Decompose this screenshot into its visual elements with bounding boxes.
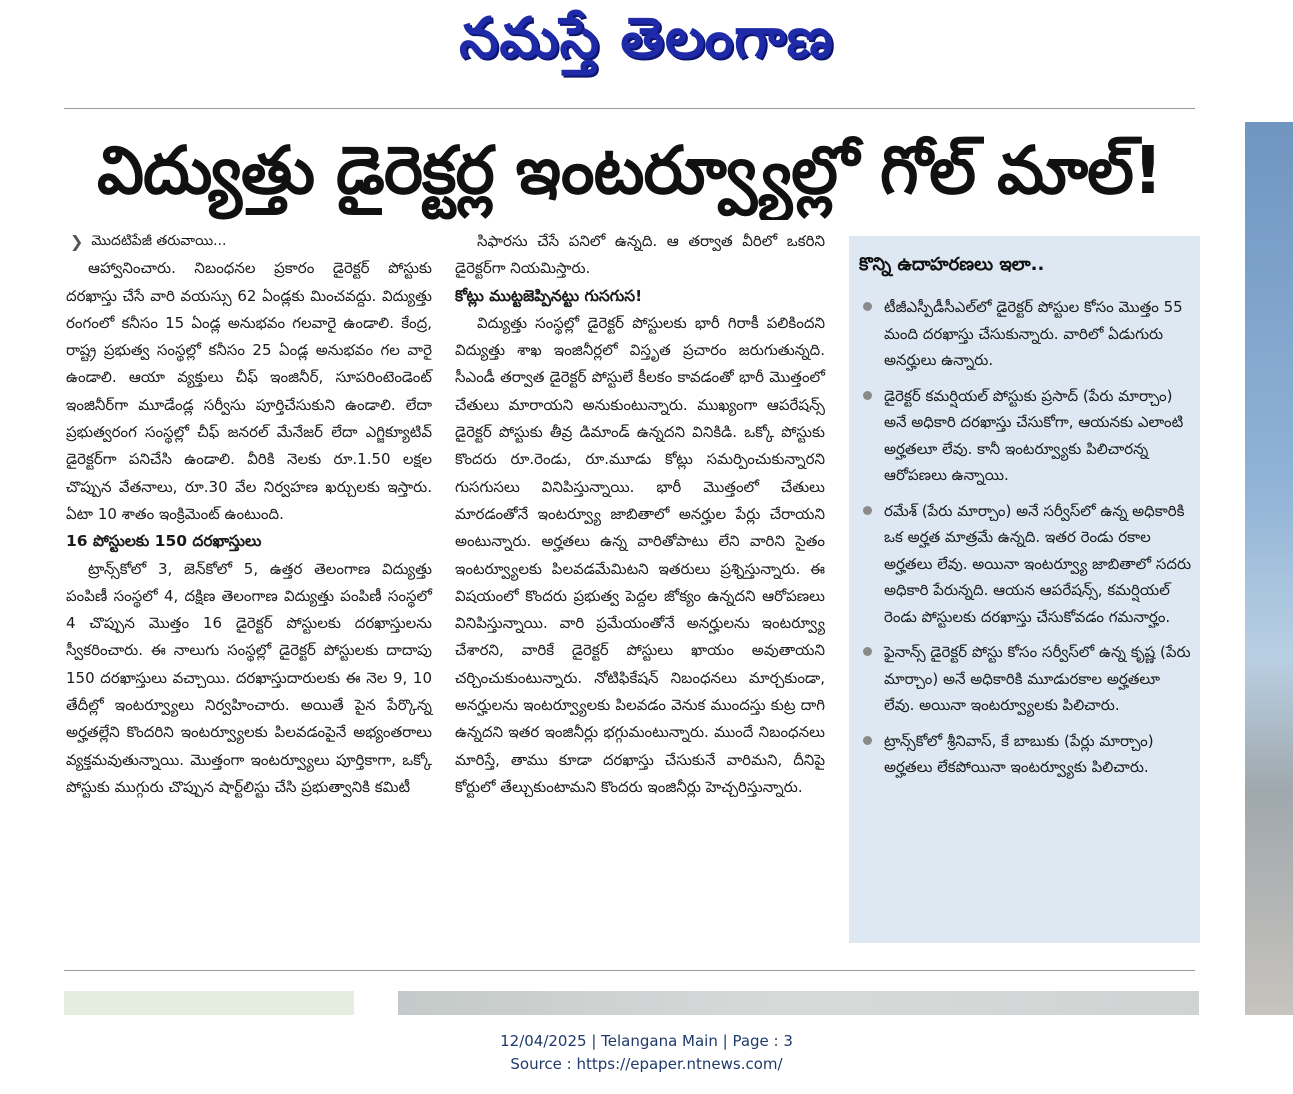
masthead xyxy=(0,0,1293,95)
newspaper-logo: నమస్తే తెలంగాణ xyxy=(459,6,834,71)
list-item: ఫైనాన్స్ డైరెక్టర్ పోస్టు కోసం సర్వీస్‌లో ఉన్న కృష్ణ (పేరు మార్చాం) అనే అధికారికి మూడురకాల అర్హతలూ లేవు. అయినా ఇంటర్వ్యూలకు పిలిచారు. xyxy=(857,639,1192,719)
edition-info: 12/04/2025 | Telangana Main | Page : 3 xyxy=(500,1032,793,1050)
article-headline: విద్యుత్తు డైరెక్టర్ల ఇంటర్వ్యూల్లో గోల్ మాల్! xyxy=(97,132,1162,209)
list-item: డైరెక్టర్ కమర్షియల్ పోస్టుకు ప్రసాద్ (పేరు మార్చాం) అనే అధికారి దరఖాస్తు చేసుకోగా, ఆయనకు ఎలాంటి అర్హతలూ లేవు. కానీ ఇంటర్వ్యూకు పిలిచారన్న ఆరోపణలు ఉన్నాయి. xyxy=(857,383,1192,489)
column1-paragraph-1: ఆహ్వానించారు. నిబంధనల ప్రకారం డైరెక్టర్ పోస్టుకు దరఖాస్తు చేసే వారి వయస్సు 62 ఏండ్లకు మించవద్దు. విద్యుత్తు రంగంలో కనీసం 15 ఏండ్ల అనుభవం గలవారై ఉండాలి. కేంద్ర, రాష్ట్ర ప్రభుత్వ సంస్థల్లో కనీసం 25 ఏండ్ల అనుభవం గల వారై ఉండాలి. ఆయా వ్యక్తులు చీఫ్ ఇంజినీర్, సూపరింటెండెంట్ ఇంజినీర్‌గా మూడేండ్ల సర్వీసు పూర్తిచేసుకుని ఉండాలి. లేదా ప్రభుత్వరంగ సంస్థల్లో చీఫ్ జనరల్ మేనేజర్ లేదా ఎగ్జిక్యూటివ్ డైరెక్టర్‌గా పనిచేసి ఉండాలి. వీరికి నెలకు రూ.1.50 లక్షల చొప్పున వేతనాలు, రూ.30 వేల నిర్వహణ ఖర్చులకు ఇస్తారు. ఏటా 10 శాతం ఇంక్రిమెంట్ ఉంటుంది. xyxy=(66,259,432,523)
source-link[interactable]: Source : https://epaper.ntnews.com/ xyxy=(510,1055,783,1073)
column2-paragraph-1: సిఫారసు చేసే పనిలో ఉన్నది. ఆ తర్వాత వీరిలో ఒకరిని డైరెక్టర్‌గా నియమిస్తారు. xyxy=(455,232,825,278)
adjacent-photo-strip xyxy=(1245,122,1293,1015)
bullet-icon xyxy=(863,736,872,745)
bullet-icon xyxy=(863,647,872,656)
bullet-icon xyxy=(863,506,872,515)
bottom-divider xyxy=(64,970,1195,971)
examples-sidebar-box xyxy=(849,236,1200,943)
continued-from-front-page xyxy=(70,228,432,255)
top-divider xyxy=(64,108,1195,109)
next-article-teaser xyxy=(64,991,354,1015)
next-article-photo xyxy=(398,991,1199,1015)
column1-paragraph-2: ట్రాన్స్‌కోలో 3, జెన్‌కోలో 5, ఉత్తర తెలంగాణ విద్యుత్తు పంపిణీ సంస్థలో 4, దక్షిణ తెలంగాణ విద్యుత్తు పంపిణీ సంస్థలో 4 చొప్పున మొత్తం 16 డైరెక్టర్ పోస్టులకు దరఖాస్తులను స్వీకరించారు. ఈ నాలుగు సంస్థల్లో డైరెక్టర్ పోస్టులకు దాదాపు 150 దరఖాస్తులు వచ్చాయి. దరఖాస్తుదారులకు ఈ నెల 9, 10 తేదీల్లో ఇంటర్వ్యూలు నిర్వహించారు. అయితే పైన పేర్కొన్న అర్హతల్లేని కొందరిని ఇంటర్వ్యూలకు పిలవడంపైనే అభ్యంతరాలు వ్యక్తమవుతున్నాయి. మొత్తంగా ఇంటర్వ్యూలు పూర్తికాగా, ఒక్కో పోస్టుకు ముగ్గురు చొప్పున షార్ట్‌లిస్టు చేసి ప్రభుత్వానికి కమిటీ xyxy=(66,559,432,796)
column2-paragraph-2: విద్యుత్తు సంస్థల్లో డైరెక్టర్ పోస్టులకు భారీ గిరాకీ పలికిందని విద్యుత్తు శాఖ ఇంజినీర్లలో విస్తృత ప్రచారం జరుగుతున్నది. సీఎండీ తర్వాత డైరెక్టర్ పోస్టులే కీలకం కావడంతో భారీ మొత్తంలో చేతులు మారాయని అనుకుంటున్నారు. ముఖ్యంగా ఆపరేషన్స్ డైరెక్టర్ పోస్టుకు తీవ్ర డిమాండ్ ఉన్నదని వినికిడి. ఒక్కో పోస్టుకు కొందరు రూ.రెండు, రూ.మూడు కోట్లు సమర్పించుకున్నారని గుసగుసలు వినిపిస్తున్నాయి. భారీ మొత్తంలో చేతులు మారడంతోనే ఇంటర్వ్యూ జాబితాలో అనర్హుల పేర్లు చేరాయని అంటున్నారు. అర్హతలు ఉన్న వారితోపాటు లేని వారిని సైతం ఇంటర్వ్యూలకు పిలవడమేమిటని ఇతరులు ప్రశ్నిస్తున్నారు. ఈ విషయంలో కొందరు ప్రభుత్వ పెద్దల జోక్యం ఉన్నదని ఆరోపణలు వినిపిస్తున్నాయి. వారి ప్రమేయంతోనే అనర్హులను ఇంటర్వ్యూ చేశారని, వారికే డైరెక్టర్ పోస్టులు ఖాయం అవుతాయని చర్చించుకుంటున్నారు. నోటిఫికేషన్ నిబంధనలు మార్చకుండా, అనర్హులను ఇంటర్వ్యూలకు పిలవడం వెనుక ముందస్తు కుట్ర దాగి ఉన్నదని ఇతర ఇంజినీర్లు భగ్గుమంటున్నారు. ముందే నిబంధనలు మారిస్తే, తాము కూడా దరఖాస్తు చేసుకునే వారిమని, దీనిపై కోర్టులో తేల్చుకుంటామని కొందరు ఇంజినీర్లు హెచ్చరిస్తున్నారు. xyxy=(455,313,825,796)
article-column-1 xyxy=(66,228,432,801)
subhead-posts-applications: 16 పోస్టులకు 150 దరఖాస్తులు xyxy=(66,532,262,551)
chevron-right-icon: ❯ xyxy=(70,232,84,251)
page-footer xyxy=(0,1030,1293,1076)
list-item: రమేశ్ (పేరు మార్చాం) అనే సర్వీస్‌లో ఉన్న అధికారికి ఒక అర్హత మాత్రమే ఉన్నది. ఇతర రెండు రకాల అర్హతలు లేవు. అయినా ఇంటర్వ్యూ జాబితాలో సదరు అధికారి పేరున్నది. ఆయన ఆపరేషన్స్, కమర్షియల్ రెండు పోస్టులకు దరఖాస్తు చేసుకోవడం గమనార్హం. xyxy=(857,498,1192,631)
bullet-icon xyxy=(863,391,872,400)
article-column-2 xyxy=(455,228,825,801)
continued-label: మొదటిపేజీ తరువాయి... xyxy=(91,233,227,249)
examples-list xyxy=(857,294,1192,790)
list-item: ట్రాన్స్‌కోలో శ్రీనివాస్, కే బాబుకు (పేర్లు మార్చాం) అర్హతలు లేకపోయినా ఇంటర్వ్యూకు పిలిచారు. xyxy=(857,728,1192,781)
bullet-icon xyxy=(863,302,872,311)
sidebar-title: కొన్ని ఉదాహరణలు ఇలా.. xyxy=(859,254,1045,275)
subhead-bribe-rumours: కోట్లు ముట్టజెప్పినట్టు గుసగుస! xyxy=(455,286,643,305)
list-item: టీజీఎస్పీడీసీఎల్‌లో డైరెక్టర్ పోస్టుల కోసం మొత్తం 55 మంది దరఖాస్తు చేసుకున్నారు. వారిలో ఏడుగురు అనర్హులు ఉన్నారు. xyxy=(857,294,1192,374)
